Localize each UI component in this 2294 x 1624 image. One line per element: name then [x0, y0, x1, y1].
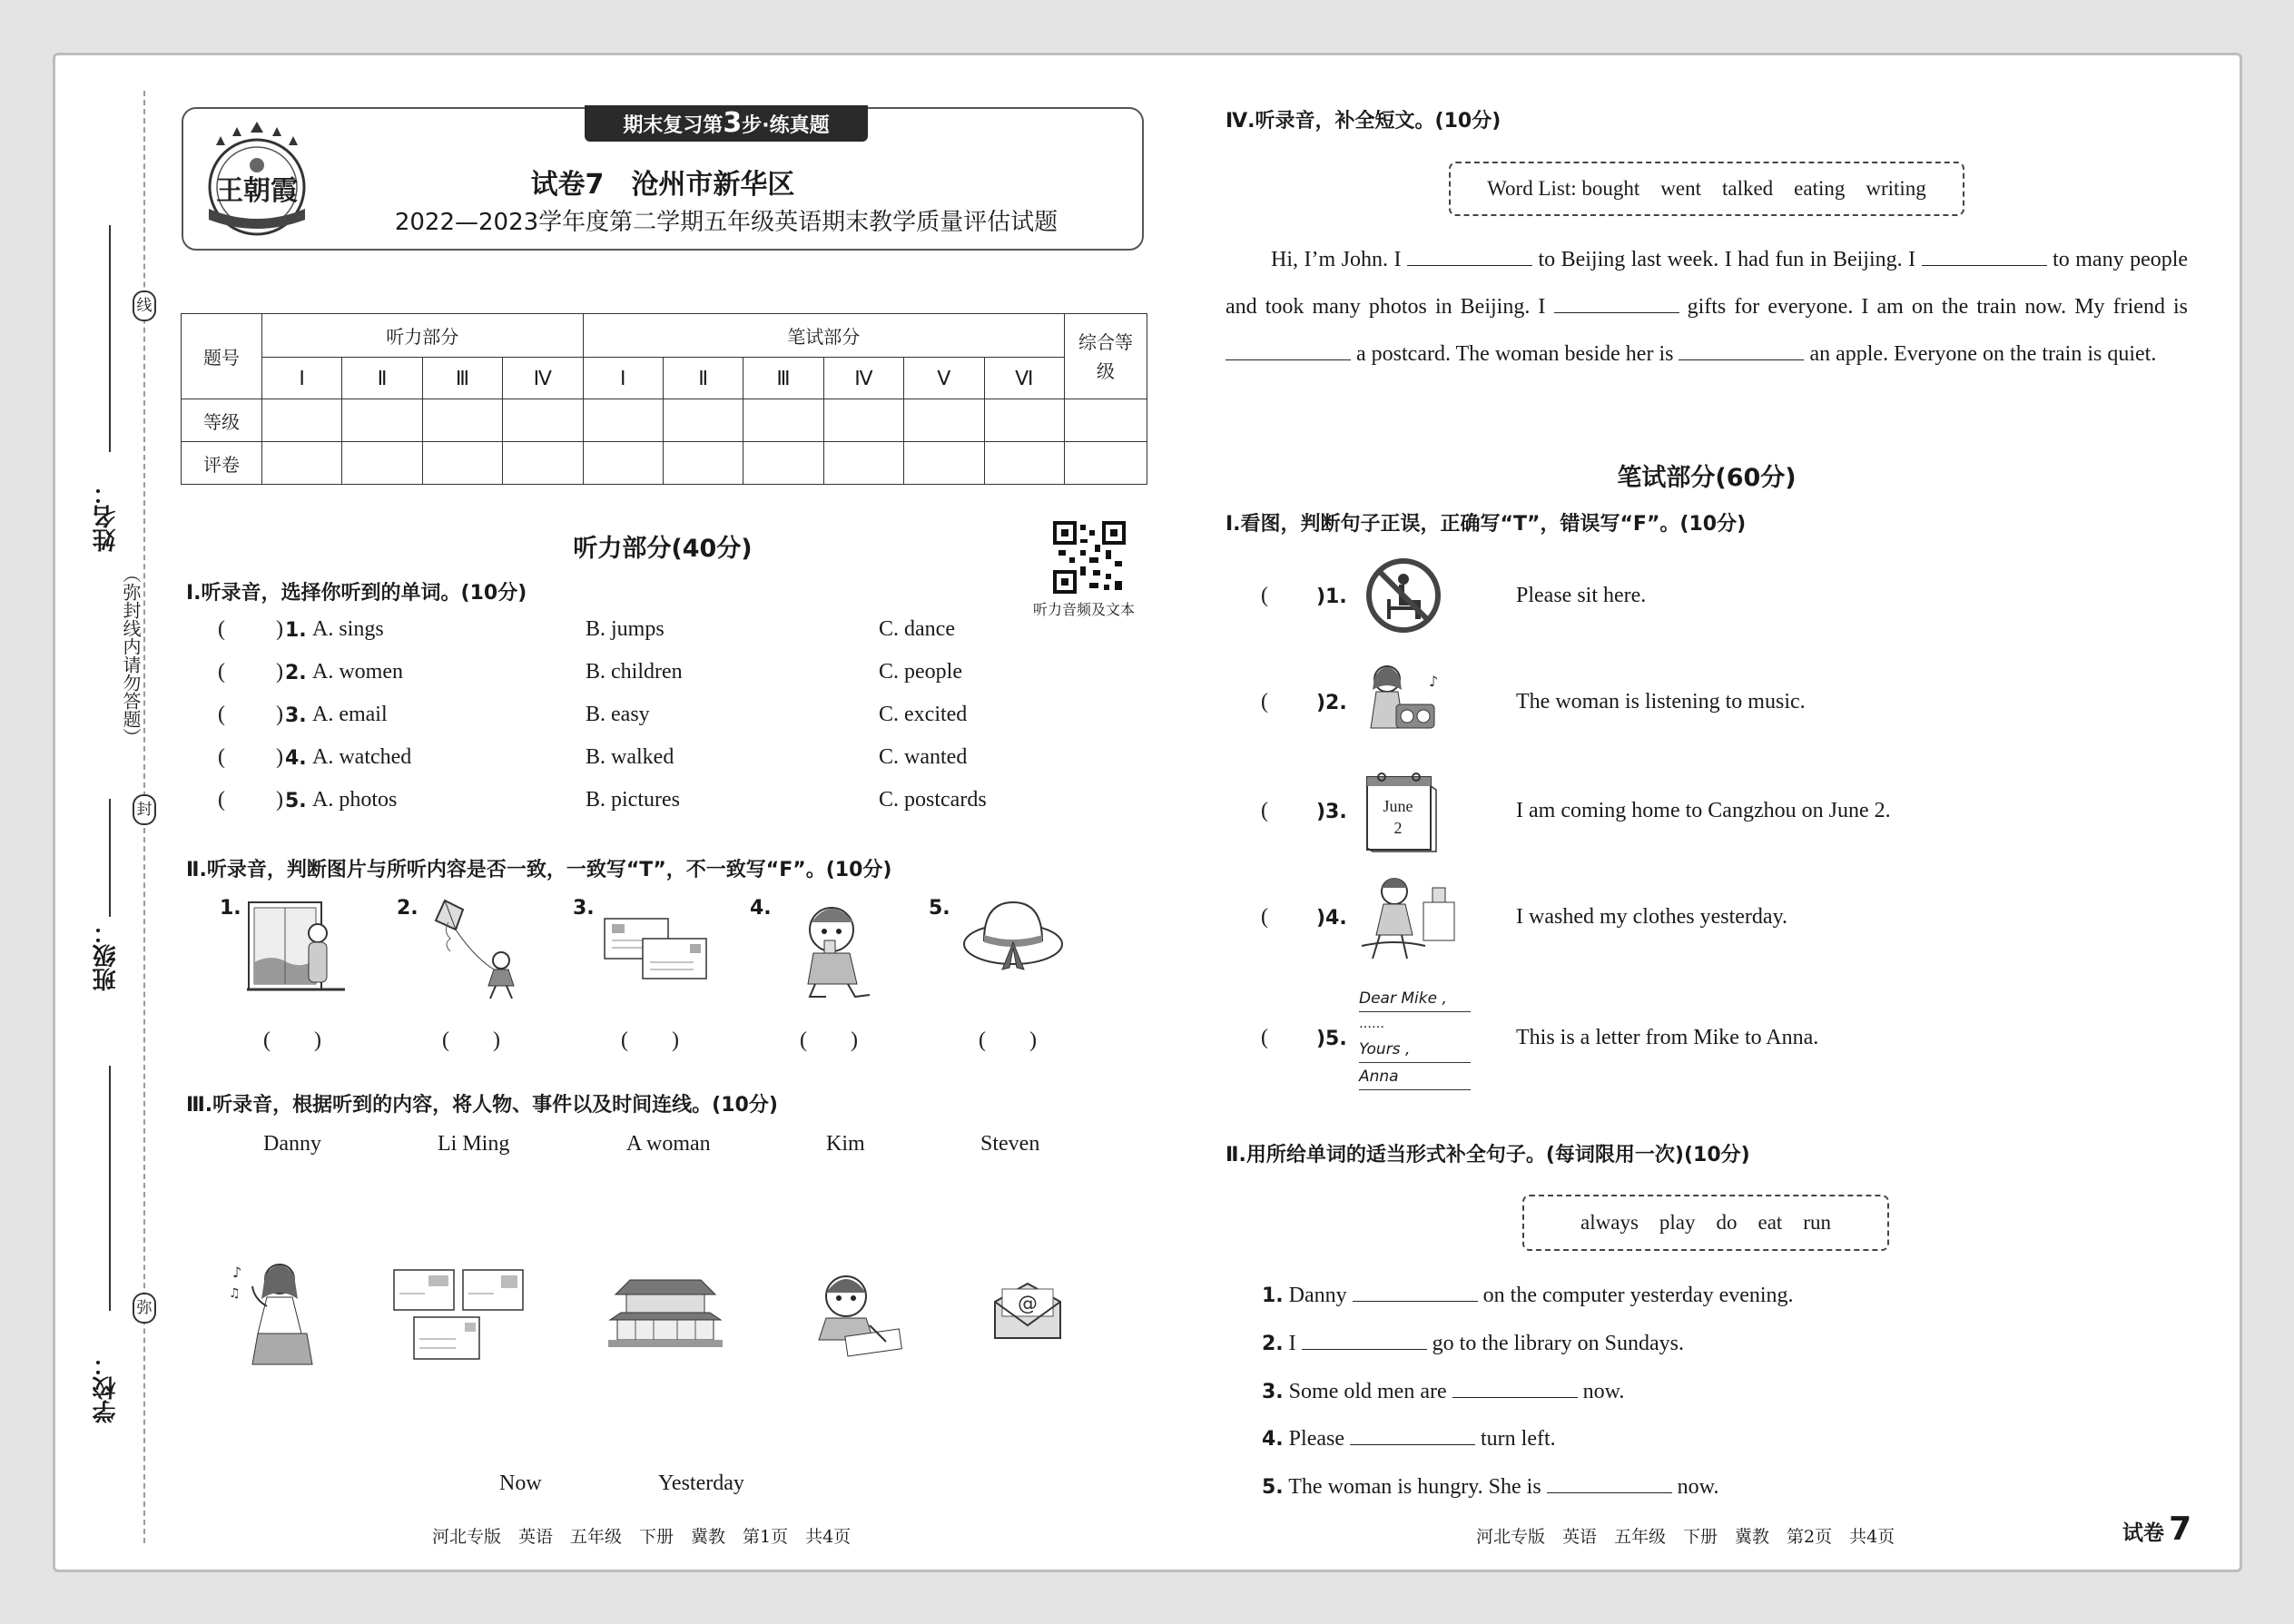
option-c[interactable]: C. dance: [879, 617, 955, 641]
girl-washing-picture: [1353, 871, 1465, 962]
time-now: Now: [499, 1471, 542, 1495]
writing-s1-title: Ⅰ.看图，判断句子正误，正确写“T”，错误写“F”。(10分): [1226, 513, 1747, 536]
passage: Hi, I’m John. I to Beijing last week. I had fun in Beijing. I to many people and took many photos in Beijing. I gifts for everyone. I am on the train now. My friend is a postcard. The woman beside her is an apple. Everyone on the train is quiet.: [1226, 248, 2189, 366]
item-number: 3.: [285, 704, 307, 727]
qr-caption: 听力音频及文本: [1033, 601, 1136, 618]
statement: The woman is listening to music.: [1516, 690, 1806, 714]
answer-bracket[interactable]: (: [218, 745, 225, 769]
hat-picture: [960, 899, 1066, 986]
l2-num-3: 3.: [573, 897, 595, 920]
binding-notice: （弥封线内请勿答题）: [120, 565, 142, 746]
writing-s2-row: 4. Please turn left.: [1262, 1427, 1556, 1451]
item-number: 3.: [1262, 1381, 1284, 1403]
paper-title: 试卷7 沧州市新华区: [530, 169, 795, 201]
l2-answer-3[interactable]: ( ): [621, 1029, 679, 1052]
class-label: 班级：: [93, 920, 120, 991]
option-b[interactable]: B. jumps: [586, 617, 665, 641]
svg-text:♪: ♪: [1429, 673, 1439, 690]
statement: Please sit here.: [1516, 584, 1647, 607]
l2-answer-4[interactable]: ( ): [800, 1029, 858, 1052]
calendar-day: 2: [1393, 819, 1403, 837]
svg-text:♪: ♪: [232, 1264, 242, 1281]
footer-left: 河北专版 英语 五年级 下册 冀教 第1页 共4页: [432, 1527, 852, 1547]
item-number: 5.: [285, 790, 307, 812]
item-number: 2.: [1262, 1333, 1284, 1355]
word-list-box: Word List: bought went talked eating writing: [1449, 162, 1964, 216]
statement: This is a letter from Mike to Anna.: [1516, 1026, 1819, 1049]
item-number: 4.: [1262, 1428, 1284, 1451]
overall-header: 综合等级: [1064, 314, 1147, 399]
option-a[interactable]: A. sings: [312, 617, 384, 641]
binding-seal-mark: 封: [133, 794, 156, 825]
review-step-tab: 期末复习第3步·练真题: [585, 105, 868, 142]
statement: I am coming home to Cangzhou on June 2.: [1516, 799, 1891, 822]
writing-postcards-picture: [392, 1266, 525, 1361]
option-b[interactable]: B. pictures: [586, 788, 680, 812]
item-number: 4.: [285, 747, 307, 770]
writing-s2-row: 3. Some old men are now.: [1262, 1380, 1625, 1403]
postcards-picture: [603, 917, 708, 982]
answer-bracket[interactable]: (: [1261, 1026, 1268, 1049]
option-b[interactable]: B. easy: [586, 703, 650, 726]
item-number: )3.: [1316, 801, 1347, 823]
option-a[interactable]: A. women: [312, 660, 403, 684]
passage-blank-5[interactable]: [1679, 340, 1804, 360]
option-b[interactable]: B. walked: [586, 745, 674, 769]
grader-row-label: 评卷: [182, 442, 262, 485]
item-number: 1.: [285, 619, 307, 642]
palace-picture: [608, 1271, 723, 1349]
binding-line-mark: 线: [133, 290, 156, 321]
letter-picture: [1359, 985, 1471, 1090]
person-a-woman: A woman: [626, 1132, 711, 1156]
col-w3: Ⅲ: [743, 358, 823, 399]
option-a[interactable]: A. photos: [312, 788, 398, 812]
l2-answer-2[interactable]: ( ): [442, 1029, 500, 1052]
option-c[interactable]: C. people: [879, 660, 962, 684]
fill-blank[interactable]: [1547, 1473, 1672, 1493]
col-w1: Ⅰ: [583, 358, 663, 399]
letter-line-4: Anna: [1359, 1063, 1471, 1090]
writing-header: 笔试部分: [583, 314, 1064, 358]
writing-s2-row: 1. Danny on the computer yesterday evening.: [1262, 1284, 1794, 1307]
woman-listening-music-picture: [1356, 659, 1447, 750]
person-steven: Steven: [980, 1132, 1040, 1156]
letter-line-1: Dear Mike ,: [1359, 985, 1471, 1012]
answer-bracket[interactable]: (: [1261, 690, 1268, 714]
name-blank[interactable]: [109, 225, 111, 452]
option-c[interactable]: C. postcards: [879, 788, 987, 812]
name-label: 姓名：: [93, 481, 120, 552]
option-c[interactable]: C. wanted: [879, 745, 968, 769]
writing-s2-row: 2. I go to the library on Sundays.: [1262, 1332, 1684, 1355]
paper-badge-number: 7: [2169, 1511, 2192, 1548]
calendar-picture: [1364, 768, 1440, 853]
passage-blank-1[interactable]: [1407, 246, 1532, 266]
paper-subtitle: 2022—2023学年度第二学期五年级英语期末教学质量评估试题: [394, 209, 1058, 236]
qr-code-icon[interactable]: [1053, 521, 1126, 594]
col-w6: Ⅵ: [984, 358, 1064, 399]
item-number: 1.: [1262, 1284, 1284, 1307]
boy-writing-picture: [802, 1269, 908, 1360]
option-a[interactable]: A. email: [312, 703, 388, 726]
listening-s1-title: Ⅰ.听录音，选择你听到的单词。(10分): [186, 582, 527, 605]
l2-num-5: 5.: [929, 897, 950, 920]
email-icon: [991, 1280, 1064, 1342]
answer-bracket[interactable]: (: [218, 788, 225, 812]
row-header: 题号: [182, 314, 262, 399]
person-danny: Danny: [263, 1132, 321, 1156]
paper-number-badge: [2122, 1511, 2191, 1548]
answer-bracket[interactable]: (: [218, 660, 225, 684]
person-kim: Kim: [826, 1132, 865, 1156]
paper-badge-label: 试卷: [2122, 1521, 2164, 1545]
word-box: always play do eat run: [1522, 1195, 1889, 1251]
item-number: )2.: [1316, 692, 1347, 714]
listening-s3-title: Ⅲ.听录音，根据听到的内容，将人物、事件以及时间连线。(10分): [186, 1094, 778, 1117]
binding-seal2-mark: 弥: [133, 1293, 156, 1324]
passage-blank-3[interactable]: [1554, 293, 1679, 313]
school-label: 学校：: [93, 1353, 120, 1423]
l2-num-2: 2.: [397, 897, 418, 920]
col-w4: Ⅳ: [823, 358, 903, 399]
answer-bracket[interactable]: (: [1261, 905, 1268, 929]
school-blank[interactable]: [109, 1066, 111, 1311]
answer-bracket[interactable]: (: [1261, 584, 1268, 607]
kite-picture: [427, 897, 528, 1004]
col-l3: Ⅲ: [422, 358, 502, 399]
listening-header: 听力部分: [261, 314, 583, 358]
writing-s2-title: Ⅱ.用所给单词的适当形式补全句子。(每词限用一次)(10分): [1226, 1144, 1750, 1166]
item-number: 2.: [285, 662, 307, 684]
fill-blank[interactable]: [1350, 1425, 1475, 1445]
fill-blank[interactable]: [1353, 1282, 1478, 1302]
answer-bracket[interactable]: (: [218, 703, 225, 726]
listening-s4-title: Ⅳ.听录音，补全短文。(10分): [1226, 110, 1501, 133]
col-l4: Ⅳ: [503, 358, 583, 399]
fill-blank[interactable]: [1452, 1378, 1578, 1398]
item-number: )4.: [1316, 907, 1347, 930]
l2-answer-1[interactable]: ( ): [263, 1029, 321, 1052]
l2-num-1: 1.: [220, 897, 241, 920]
footer-right: 河北专版 英语 五年级 下册 冀教 第2页 共4页: [1476, 1527, 1895, 1547]
class-blank[interactable]: [109, 799, 111, 917]
letter-line-3: Yours ,: [1359, 1036, 1471, 1063]
time-yesterday: Yesterday: [658, 1471, 744, 1495]
boy-drinking-picture: [788, 899, 879, 1000]
option-c[interactable]: C. excited: [879, 703, 968, 726]
item-number: )5.: [1316, 1028, 1347, 1050]
passage-blank-4[interactable]: [1226, 340, 1351, 360]
logo-wordmark: 王朝霞: [216, 175, 298, 207]
fill-blank[interactable]: [1302, 1330, 1427, 1350]
col-l1: Ⅰ: [261, 358, 341, 399]
answer-bracket[interactable]: (: [218, 617, 225, 641]
item-number: 5.: [1262, 1476, 1284, 1499]
listening-s2-title: Ⅱ.听录音，判断图片与所听内容是否一致，一致写“T”，不一致写“F”。(10分): [186, 859, 892, 881]
statement: I washed my clothes yesterday.: [1516, 905, 1788, 929]
passage-blank-2[interactable]: [1922, 246, 2047, 266]
item-number: )1.: [1316, 586, 1347, 608]
listening-title: 听力部分(40分): [573, 535, 753, 563]
l2-answer-5[interactable]: ( ): [979, 1029, 1037, 1052]
col-w5: Ⅴ: [904, 358, 984, 399]
col-w2: Ⅱ: [663, 358, 743, 399]
letter-line-2: ……: [1359, 1017, 1384, 1031]
grade-row-label: 等级: [182, 399, 262, 442]
singing-girl-picture: [227, 1257, 327, 1370]
no-sitting-sign-icon: [1365, 557, 1442, 634]
writing-title: 笔试部分(60分): [1617, 464, 1797, 492]
option-b[interactable]: B. children: [586, 660, 683, 684]
col-l2: Ⅱ: [342, 358, 422, 399]
svg-text:@: @: [1018, 1293, 1038, 1315]
calendar-month: June: [1383, 797, 1413, 815]
score-table: [181, 313, 1147, 485]
writing-s2-row: 5. The woman is hungry. She is now.: [1262, 1475, 1719, 1499]
window-view-picture: [247, 899, 347, 1000]
svg-text:♫: ♫: [229, 1286, 241, 1301]
l2-num-4: 4.: [750, 897, 772, 920]
answer-bracket[interactable]: (: [1261, 799, 1268, 822]
option-a[interactable]: A. watched: [312, 745, 412, 769]
person-li-ming: Li Ming: [438, 1132, 510, 1156]
